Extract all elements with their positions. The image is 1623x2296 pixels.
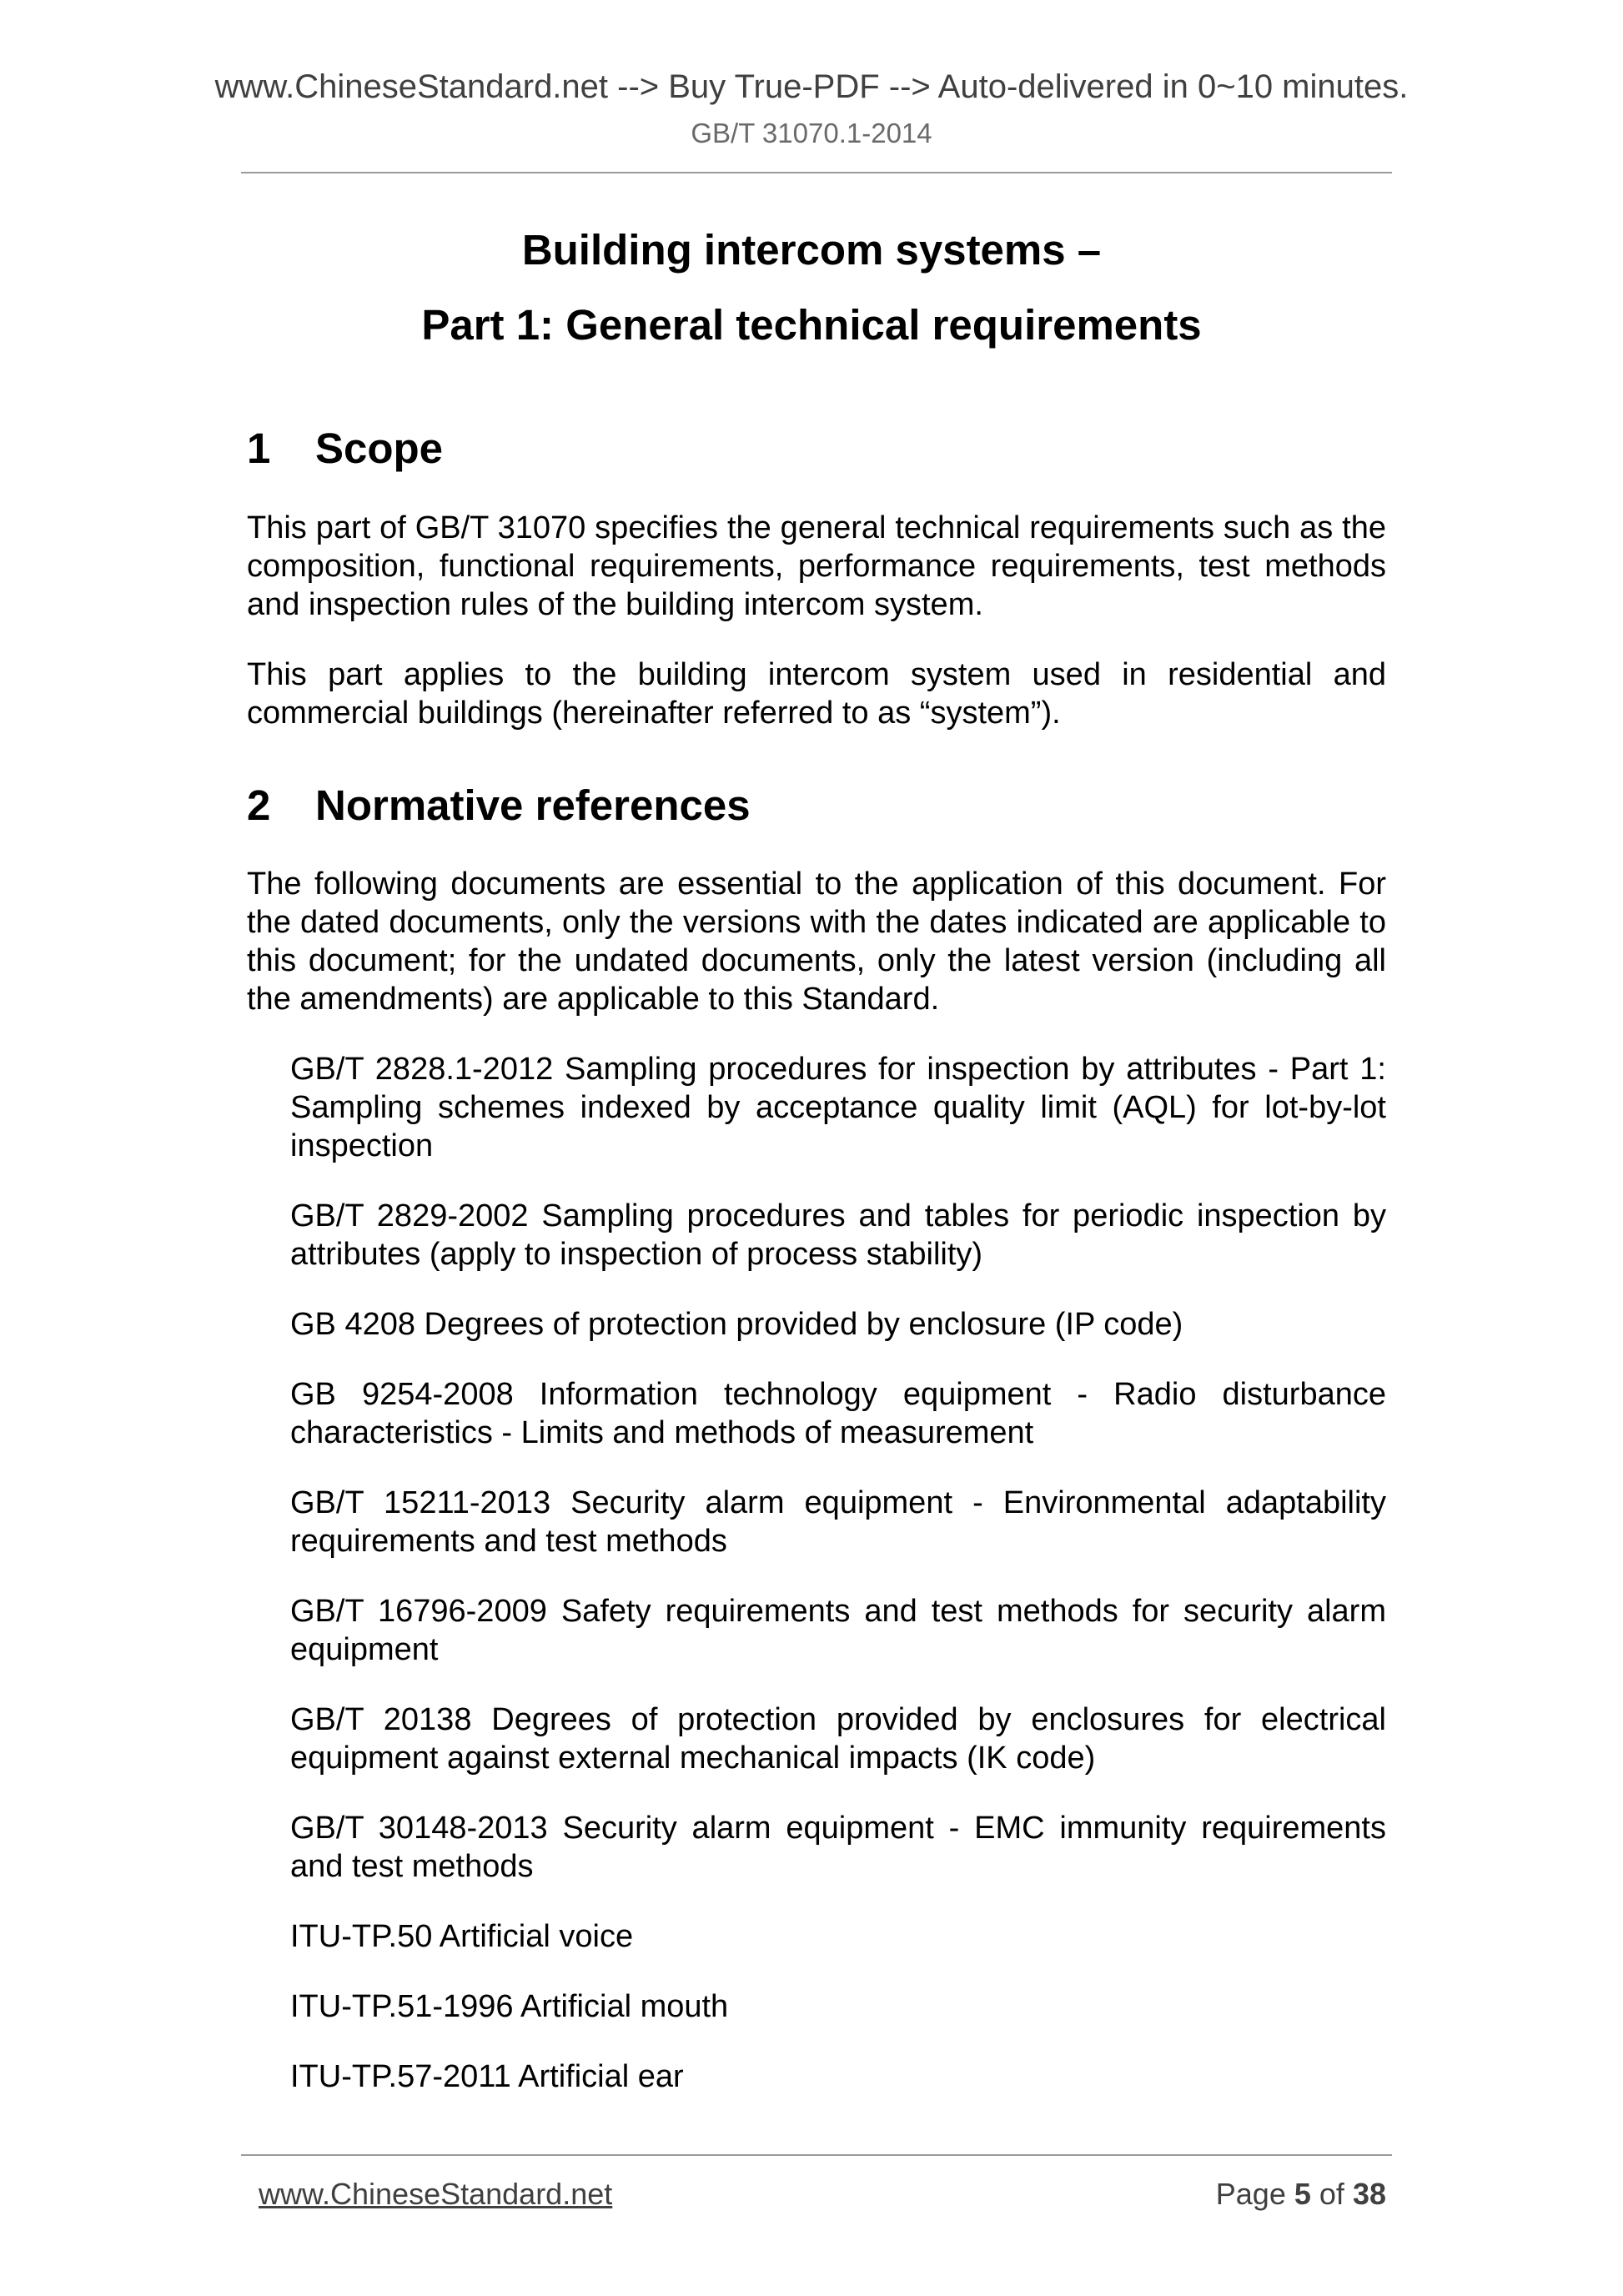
- document-title-line-2: Part 1: General technical requirements: [421, 301, 1202, 349]
- section-2-title: Normative references: [315, 781, 751, 829]
- section-2-heading: [247, 779, 1386, 832]
- section-1-heading-block: [247, 422, 1386, 475]
- section-1-number: 1: [247, 425, 271, 472]
- scope-paragraph-2: This part applies to the building intercom system used in residential and commercial buildings (hereinafter referred to as “system”).: [247, 657, 1386, 731]
- reference-list: [290, 1050, 1386, 2128]
- scope-paragraph-1: This part of GB/T 31070 specifies the general technical requirements such as the composition, functional requirements, performance requirements, test methods and inspection rules of the building intercom system.: [247, 510, 1386, 622]
- normative-intro-block: [247, 865, 1386, 1018]
- reference-item: ITU-TP.57-2011 Artificial ear: [290, 2059, 684, 2094]
- reference-item: GB/T 2829-2002 Sampling procedures and tables for periodic inspection by attributes (apply to inspection of process stability): [290, 1198, 1386, 1272]
- top-banner[interactable]: www.ChineseStandard.net --> Buy True-PDF --> Auto-delivered in 0~10 minutes.: [214, 68, 1409, 105]
- reference-item: GB/T 2828.1-2012 Sampling procedures for inspection by attributes - Part 1: Sampling schemes indexed by acceptance quality limit (AQL) for lot-by-lot inspection: [290, 1052, 1386, 1163]
- page-total: 38: [1352, 2177, 1386, 2211]
- page-of-label: of: [1319, 2177, 1344, 2211]
- reference-item: GB/T 16796-2009 Safety requirements and test methods for security alarm equipment: [290, 1594, 1386, 1667]
- page-current: 5: [1294, 2177, 1311, 2211]
- reference-item: ITU-TP.51-1996 Artificial mouth: [290, 1989, 729, 2024]
- footer-website-link[interactable]: www.ChineseStandard.net: [259, 2177, 613, 2211]
- page-label: Page: [1215, 2177, 1286, 2211]
- footer-divider: [241, 2154, 1392, 2156]
- header-divider: [241, 172, 1392, 173]
- scope-paragraph-2-block: [247, 656, 1386, 732]
- page-number: [1216, 2175, 1386, 2213]
- normative-intro-paragraph: The following documents are essential to the application of this document. For the dated documents, only the versions with the dates indicated are applicable to this document; for the undated documents, only the latest version (including all the amendments) are applicable to this Standard.: [247, 867, 1386, 1017]
- scope-paragraph-1-block: [247, 509, 1386, 624]
- section-2-heading-block: [247, 779, 1386, 832]
- reference-item: GB 4208 Degrees of protection provided by enclosure (IP code): [290, 1307, 1183, 1342]
- document-title-line-1: Building intercom systems –: [521, 226, 1102, 274]
- reference-item: GB/T 30148-2013 Security alarm equipment - EMC immunity requirements and test methods: [290, 1811, 1386, 1884]
- reference-item: GB/T 20138 Degrees of protection provided by enclosures for electrical equipment against external mechanical impacts (IK code): [290, 1702, 1386, 1776]
- reference-item: GB/T 15211-2013 Security alarm equipment - Environmental adaptability requirements and test methods: [290, 1485, 1386, 1559]
- section-2-number: 2: [247, 781, 271, 829]
- section-1-title: Scope: [315, 425, 444, 472]
- reference-item: GB 9254-2008 Information technology equipment - Radio disturbance characteristics - Limits and methods of measurement: [290, 1377, 1386, 1450]
- document-code: GB/T 31070.1-2014: [691, 118, 932, 148]
- section-1-heading: [247, 422, 1386, 475]
- reference-item: ITU-TP.50 Artificial voice: [290, 1919, 634, 1954]
